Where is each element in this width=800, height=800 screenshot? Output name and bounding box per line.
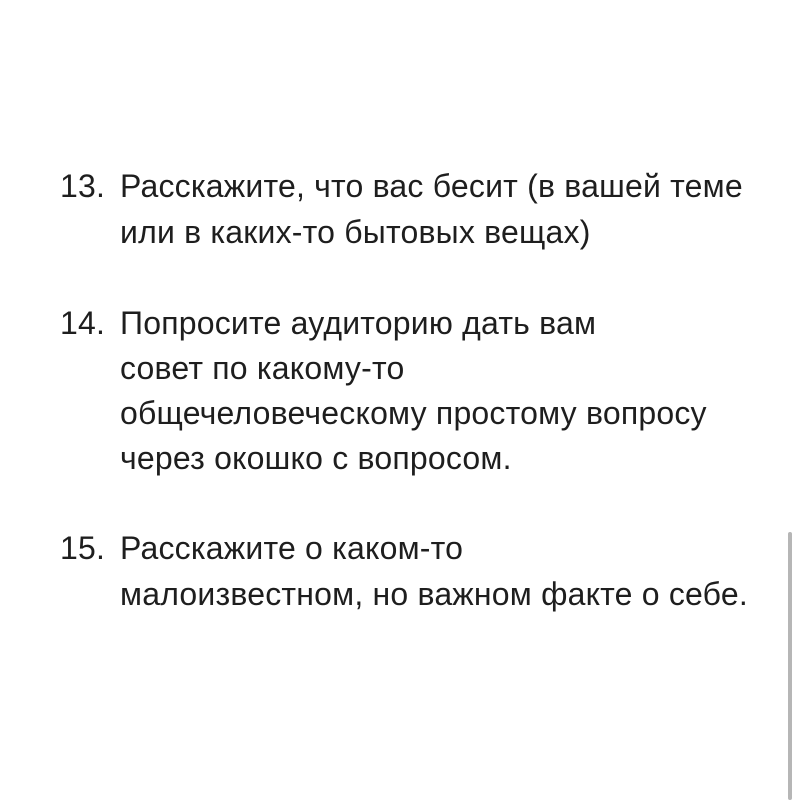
vertical-scrollbar[interactable]	[788, 532, 792, 800]
item-text-line: через окошко с вопросом.	[120, 440, 512, 476]
item-text-line: малоизвестном, но важном факте о себе.	[120, 576, 748, 612]
item-number: 15.	[60, 530, 106, 566]
item-text-line: Попросите аудиторию дать вам	[120, 305, 597, 341]
item-text-line: Расскажите, что вас бесит (в вашей теме	[120, 168, 743, 204]
item-text-line: Расскажите о каком-то	[120, 530, 464, 566]
item-text-line: или в каких-то бытовых вещах)	[120, 214, 591, 250]
item-number: 13.	[60, 168, 106, 204]
item-number: 14.	[60, 305, 106, 341]
item-text-line: совет по какому-то	[120, 350, 405, 386]
item-text-line: общечеловеческому простому вопросу	[120, 395, 707, 431]
